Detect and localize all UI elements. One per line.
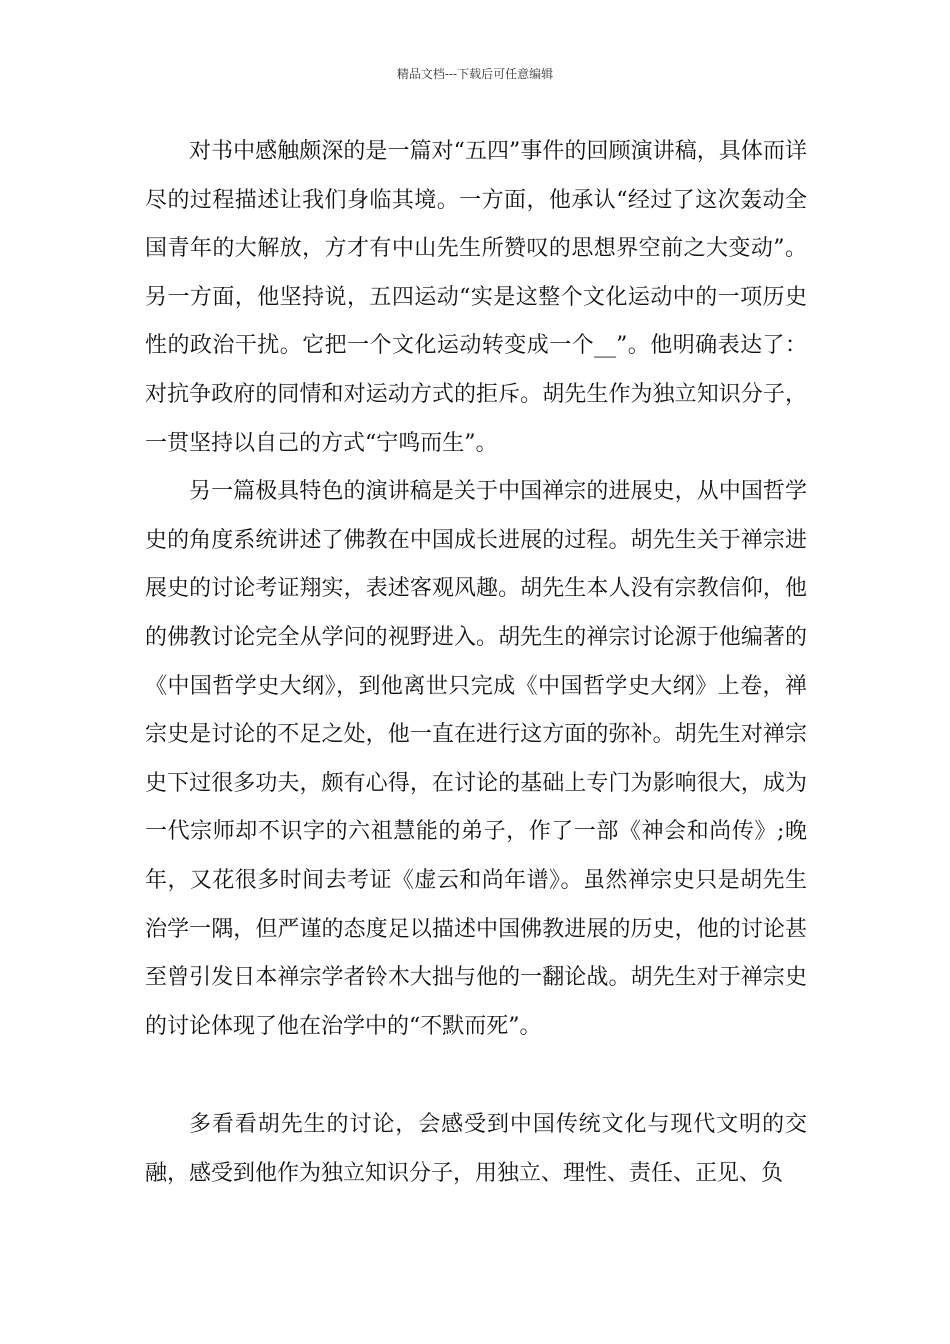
paragraph-3: 多看看胡先生的讨论，会感受到中国传统文化与现代文明的交融，感受到他作为独立知识分子，用独立、理性、责任、正见、负 (145, 1112, 807, 1186)
paragraph-2: 另一篇极具特色的演讲稿是关于中国禅宗的进展史，从中国哲学史的角度系统讲述了佛教在中国成长进展的过程。胡先生关于禅宗进展史的讨论考证翔实，表述客观风趣。胡先生本人没有宗教信仰，他的佛教讨论完全从学问的视野进入。胡先生的禅宗讨论源于他编著的《中国哲学史大纲》，到他离世只完成《中国哲学史大纲》上卷，禅宗史是讨论的不足之处，他一直在进行这方面的弥补。胡先生对禅宗史下过很多功夫，颇有心得，在讨论的基础上专门为影响很大，成为一代宗师却不识字的六祖慧能的弟子，作了一部《神会和尚传》;晚年，又花很多时间去考证《虚云和尚年谱》。虽然禅宗史只是胡先生治学一隅，但严谨的态度足以描述中国佛教进展的历史，他的讨论甚至曾引发日本禅宗学者铃木大拙与他的一翻论战。胡先生对于禅宗史的讨论体现了他在治学中的“不默而死”。 (145, 479, 807, 1039)
paragraph-gap (145, 1051, 807, 1101)
page-header: 精品文档---下载后可任意编辑 (396, 67, 554, 81)
document-body (145, 128, 807, 1198)
paragraph-1: 对书中感触颇深的是一篇对“五四”事件的回顾演讲稿，具体而详尽的过程描述让我们身临其境。一方面，他承认“经过了这次轰动全国青年的大解放，方才有中山先生所赞叹的思想界空前之大变动”。另一方面，他坚持说，五四运动“实是这整个文化运动中的一项历史性的政治干扰。它把一个文化运动转变成一个__”。他明确表达了：对抗争政府的同情和对运动方式的拒斥。胡先生作为独立知识分子，一贯坚持以自己的方式“宁鸣而生”。 (145, 139, 807, 456)
